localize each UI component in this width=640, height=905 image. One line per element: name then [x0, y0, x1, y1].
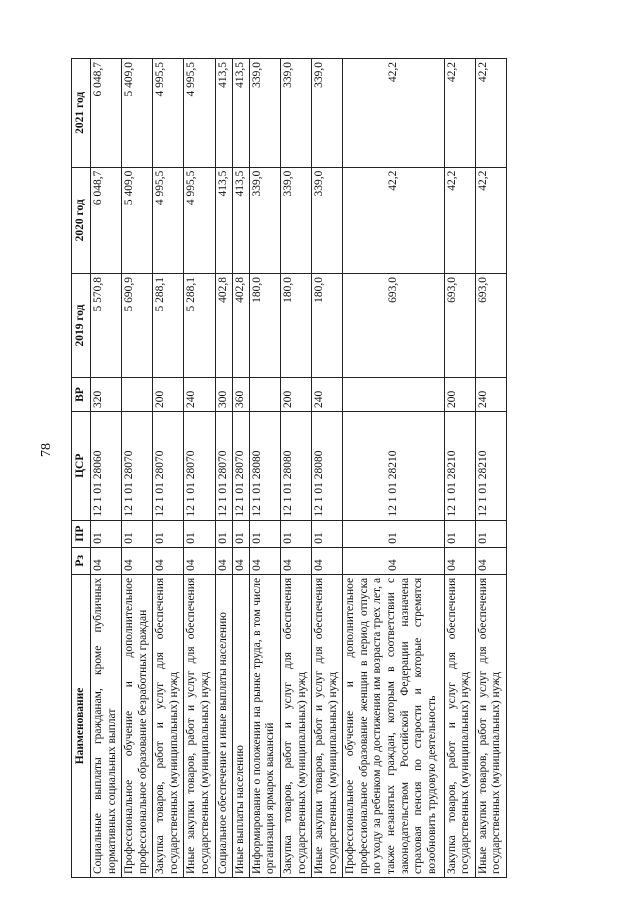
row-2019: 180,0: [312, 273, 343, 377]
row-vr: 360: [232, 378, 249, 412]
row-pr: 01: [281, 520, 312, 547]
table-row: [475, 59, 506, 878]
row-2021: 42,2: [343, 59, 444, 168]
row-rz: 04: [249, 547, 280, 574]
row-2020: 4 995,5: [184, 167, 215, 273]
row-2019: 5 288,1: [153, 273, 184, 377]
table-row: [249, 59, 280, 878]
row-2020: 339,0: [281, 167, 312, 273]
row-2019: 5 690,9: [122, 273, 153, 377]
header-vr: ВР: [72, 378, 91, 412]
table-row: [215, 59, 232, 878]
row-2019: 5 288,1: [184, 273, 215, 377]
row-name: Иные закупки товаров, работ и услуг для обеспечения государственных (муниципальных) нужд: [312, 574, 343, 877]
row-2021: 339,0: [312, 59, 343, 168]
row-2021: 339,0: [281, 59, 312, 168]
row-2019: 693,0: [343, 273, 444, 377]
row-rz: 04: [215, 547, 232, 574]
row-rz: 04: [312, 547, 343, 574]
header-2019: 2019 год: [72, 273, 91, 377]
table-row: [122, 59, 153, 878]
row-csr: 12 1 01 28070: [122, 411, 153, 520]
row-2019: 5 570,8: [91, 273, 122, 377]
row-vr: 200: [153, 378, 184, 412]
row-vr: 240: [475, 378, 506, 412]
row-2021: 4 995,5: [184, 59, 215, 168]
row-rz: 04: [343, 547, 444, 574]
row-rz: 04: [444, 547, 475, 574]
row-csr: 12 1 01 28080: [312, 411, 343, 520]
row-2020: 339,0: [249, 167, 280, 273]
header-2020: 2020 год: [72, 167, 91, 273]
row-csr: 12 1 01 28210: [444, 411, 475, 520]
header-csr: ЦСР: [72, 411, 91, 520]
row-rz: 04: [281, 547, 312, 574]
row-pr: 01: [153, 520, 184, 547]
row-2020: 5 409,0: [122, 167, 153, 273]
row-2021: 413,5: [215, 59, 232, 168]
row-2019: 402,8: [232, 273, 249, 377]
table-header-row: [72, 59, 91, 878]
row-name: Профессиональное обучение и дополнительное профессиональное образование безработных граждан: [122, 574, 153, 877]
row-csr: 12 1 01 28070: [232, 411, 249, 520]
row-rz: 04: [184, 547, 215, 574]
row-2020: 4 995,5: [153, 167, 184, 273]
row-vr: 320: [91, 378, 122, 412]
row-name: Закупка товаров, работ и услуг для обеспечения государственных (муниципальных) нужд: [281, 574, 312, 877]
row-vr: [249, 378, 280, 412]
row-2019: 693,0: [444, 273, 475, 377]
row-name: Профессиональное обучение и дополнительное профессиональное образование женщин в период отпуска по уходу за ребенком до достижения им возраста трех лет, а также незанятых граждан, которым в соответствии с законодательством Российской Федерации назначена страховая пенсия по старости и которые стремятся возобновить трудовую деятельность: [343, 574, 444, 877]
row-pr: 01: [249, 520, 280, 547]
row-pr: 01: [215, 520, 232, 547]
row-2021: 42,2: [444, 59, 475, 168]
table-row: [343, 59, 444, 878]
row-name: Закупка товаров, работ и услуг для обеспечения государственных (муниципальных) нужд: [153, 574, 184, 877]
table-wrapper: [71, 58, 507, 878]
header-pr: ПР: [72, 520, 91, 547]
row-pr: 01: [312, 520, 343, 547]
table-row: [184, 59, 215, 878]
table-row: [153, 59, 184, 878]
row-2020: 42,2: [475, 167, 506, 273]
budget-table: [71, 58, 507, 878]
row-name: Социальные выплаты гражданам, кроме публичных нормативных социальных выплат: [91, 574, 122, 877]
table-row: [281, 59, 312, 878]
row-csr: 12 1 01 28070: [153, 411, 184, 520]
header-2021: 2021 год: [72, 59, 91, 168]
table-row: [91, 59, 122, 878]
row-csr: 12 1 01 28080: [281, 411, 312, 520]
row-vr: [343, 378, 444, 412]
header-rz: Рз: [72, 547, 91, 574]
row-vr: 200: [281, 378, 312, 412]
row-2021: 6 048,7: [91, 59, 122, 168]
row-pr: 01: [444, 520, 475, 547]
row-2020: 413,5: [215, 167, 232, 273]
row-2019: 402,8: [215, 273, 232, 377]
row-2019: 180,0: [281, 273, 312, 377]
row-csr: 12 1 01 28070: [215, 411, 232, 520]
row-vr: 240: [184, 378, 215, 412]
row-2020: 42,2: [444, 167, 475, 273]
row-pr: 01: [343, 520, 444, 547]
row-2021: 413,5: [232, 59, 249, 168]
row-name: Иные закупки товаров, работ и услуг для обеспечения государственных (муниципальных) нужд: [184, 574, 215, 877]
row-pr: 01: [232, 520, 249, 547]
row-2021: 5 409,0: [122, 59, 153, 168]
row-pr: 01: [122, 520, 153, 547]
row-2019: 693,0: [475, 273, 506, 377]
table-row: [444, 59, 475, 878]
row-2021: 42,2: [475, 59, 506, 168]
row-rz: 04: [475, 547, 506, 574]
row-2021: 4 995,5: [153, 59, 184, 168]
row-name: Закупка товаров, работ и услуг для обеспечения государственных (муниципальных) нужд: [444, 574, 475, 877]
row-name: Социальное обеспечение и иные выплаты населению: [215, 574, 232, 877]
row-csr: 12 1 01 28210: [475, 411, 506, 520]
row-vr: [122, 378, 153, 412]
row-csr: 12 1 01 28210: [343, 411, 444, 520]
row-csr: 12 1 01 28060: [91, 411, 122, 520]
row-2020: 6 048,7: [91, 167, 122, 273]
row-vr: 300: [215, 378, 232, 412]
row-2020: 339,0: [312, 167, 343, 273]
row-name: Иные выплаты населению: [232, 574, 249, 877]
row-pr: 01: [475, 520, 506, 547]
row-name: Информирование о положении на рынке труда, в том числе организация ярмарок вакансий: [249, 574, 280, 877]
row-2021: 339,0: [249, 59, 280, 168]
row-vr: 240: [312, 378, 343, 412]
row-rz: 04: [153, 547, 184, 574]
row-pr: 01: [91, 520, 122, 547]
row-csr: 12 1 01 28070: [184, 411, 215, 520]
header-name: Наименование: [72, 574, 91, 877]
row-name: Иные закупки товаров, работ и услуг для обеспечения государственных (муниципальных) нужд: [475, 574, 506, 877]
row-pr: 01: [184, 520, 215, 547]
row-csr: 12 1 01 28080: [249, 411, 280, 520]
row-rz: 04: [91, 547, 122, 574]
table-row: [232, 59, 249, 878]
page-number: 78: [39, 443, 54, 457]
row-2019: 180,0: [249, 273, 280, 377]
row-rz: 04: [122, 547, 153, 574]
row-2020: 413,5: [232, 167, 249, 273]
table-row: [312, 59, 343, 878]
row-vr: 200: [444, 378, 475, 412]
row-rz: 04: [232, 547, 249, 574]
row-2020: 42,2: [343, 167, 444, 273]
